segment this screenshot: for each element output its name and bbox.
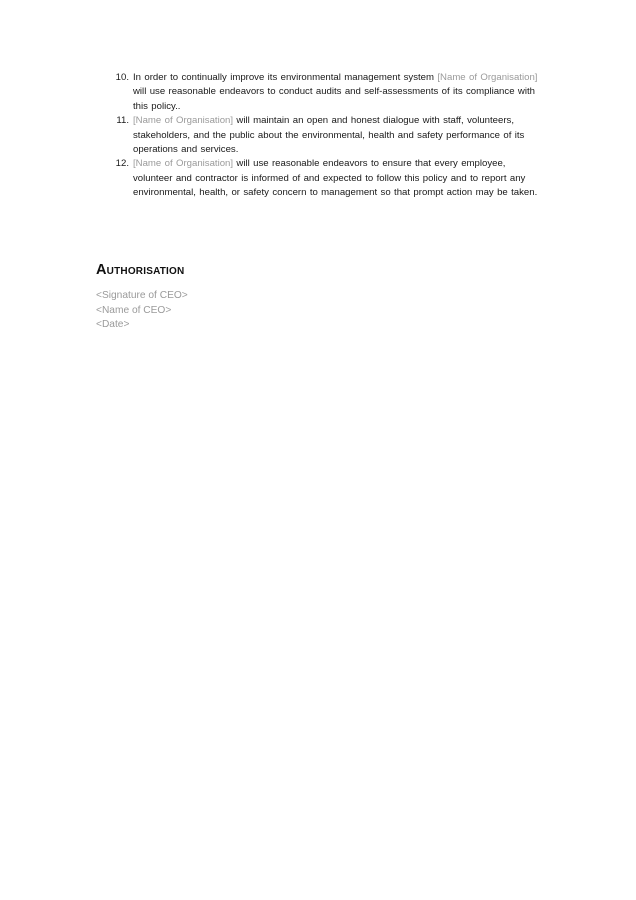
list-item-text: [133, 114, 542, 157]
list-item: [96, 71, 542, 114]
signature-placeholder-line: <Signature of CEO>: [96, 290, 188, 301]
organisation-name-placeholder: [Name of Organisation]: [133, 158, 234, 170]
signature-block: [96, 289, 356, 333]
list-item: [96, 157, 542, 200]
body-text: will use reasonable endeavors to conduct audits and self-assessments of its compliance with this policy..: [133, 86, 535, 112]
list-item-number: 12.: [115, 158, 129, 170]
list-item-number: 10.: [115, 72, 129, 83]
authorisation-heading: Authorisation: [96, 262, 185, 278]
list-item-text: [133, 71, 542, 114]
policy-numbered-list: [96, 71, 542, 201]
list-item: [96, 114, 542, 157]
organisation-name-placeholder: [Name of Organisation]: [133, 115, 234, 127]
organisation-name-placeholder: [Name of Organisation]: [437, 72, 538, 83]
body-text: In order to continually improve its environmental management system: [133, 72, 438, 83]
body-text: will maintain an open and honest dialogue with staff, volunteers, stakeholders, and the public about the environmental, health and safety performance of its operations and services.: [133, 115, 525, 156]
list-item-text: [133, 157, 542, 200]
list-item-number: 11.: [116, 115, 129, 127]
signature-placeholder-line: <Date>: [96, 319, 130, 331]
signature-placeholder-line: <Name of CEO>: [96, 304, 172, 316]
body-text: will use reasonable endeavors to ensure that every employee, volunteer and contractor is informed of and expected to follow this policy and to report any environmental, health, or safety concern to management so that prompt action may be taken.: [133, 158, 538, 199]
